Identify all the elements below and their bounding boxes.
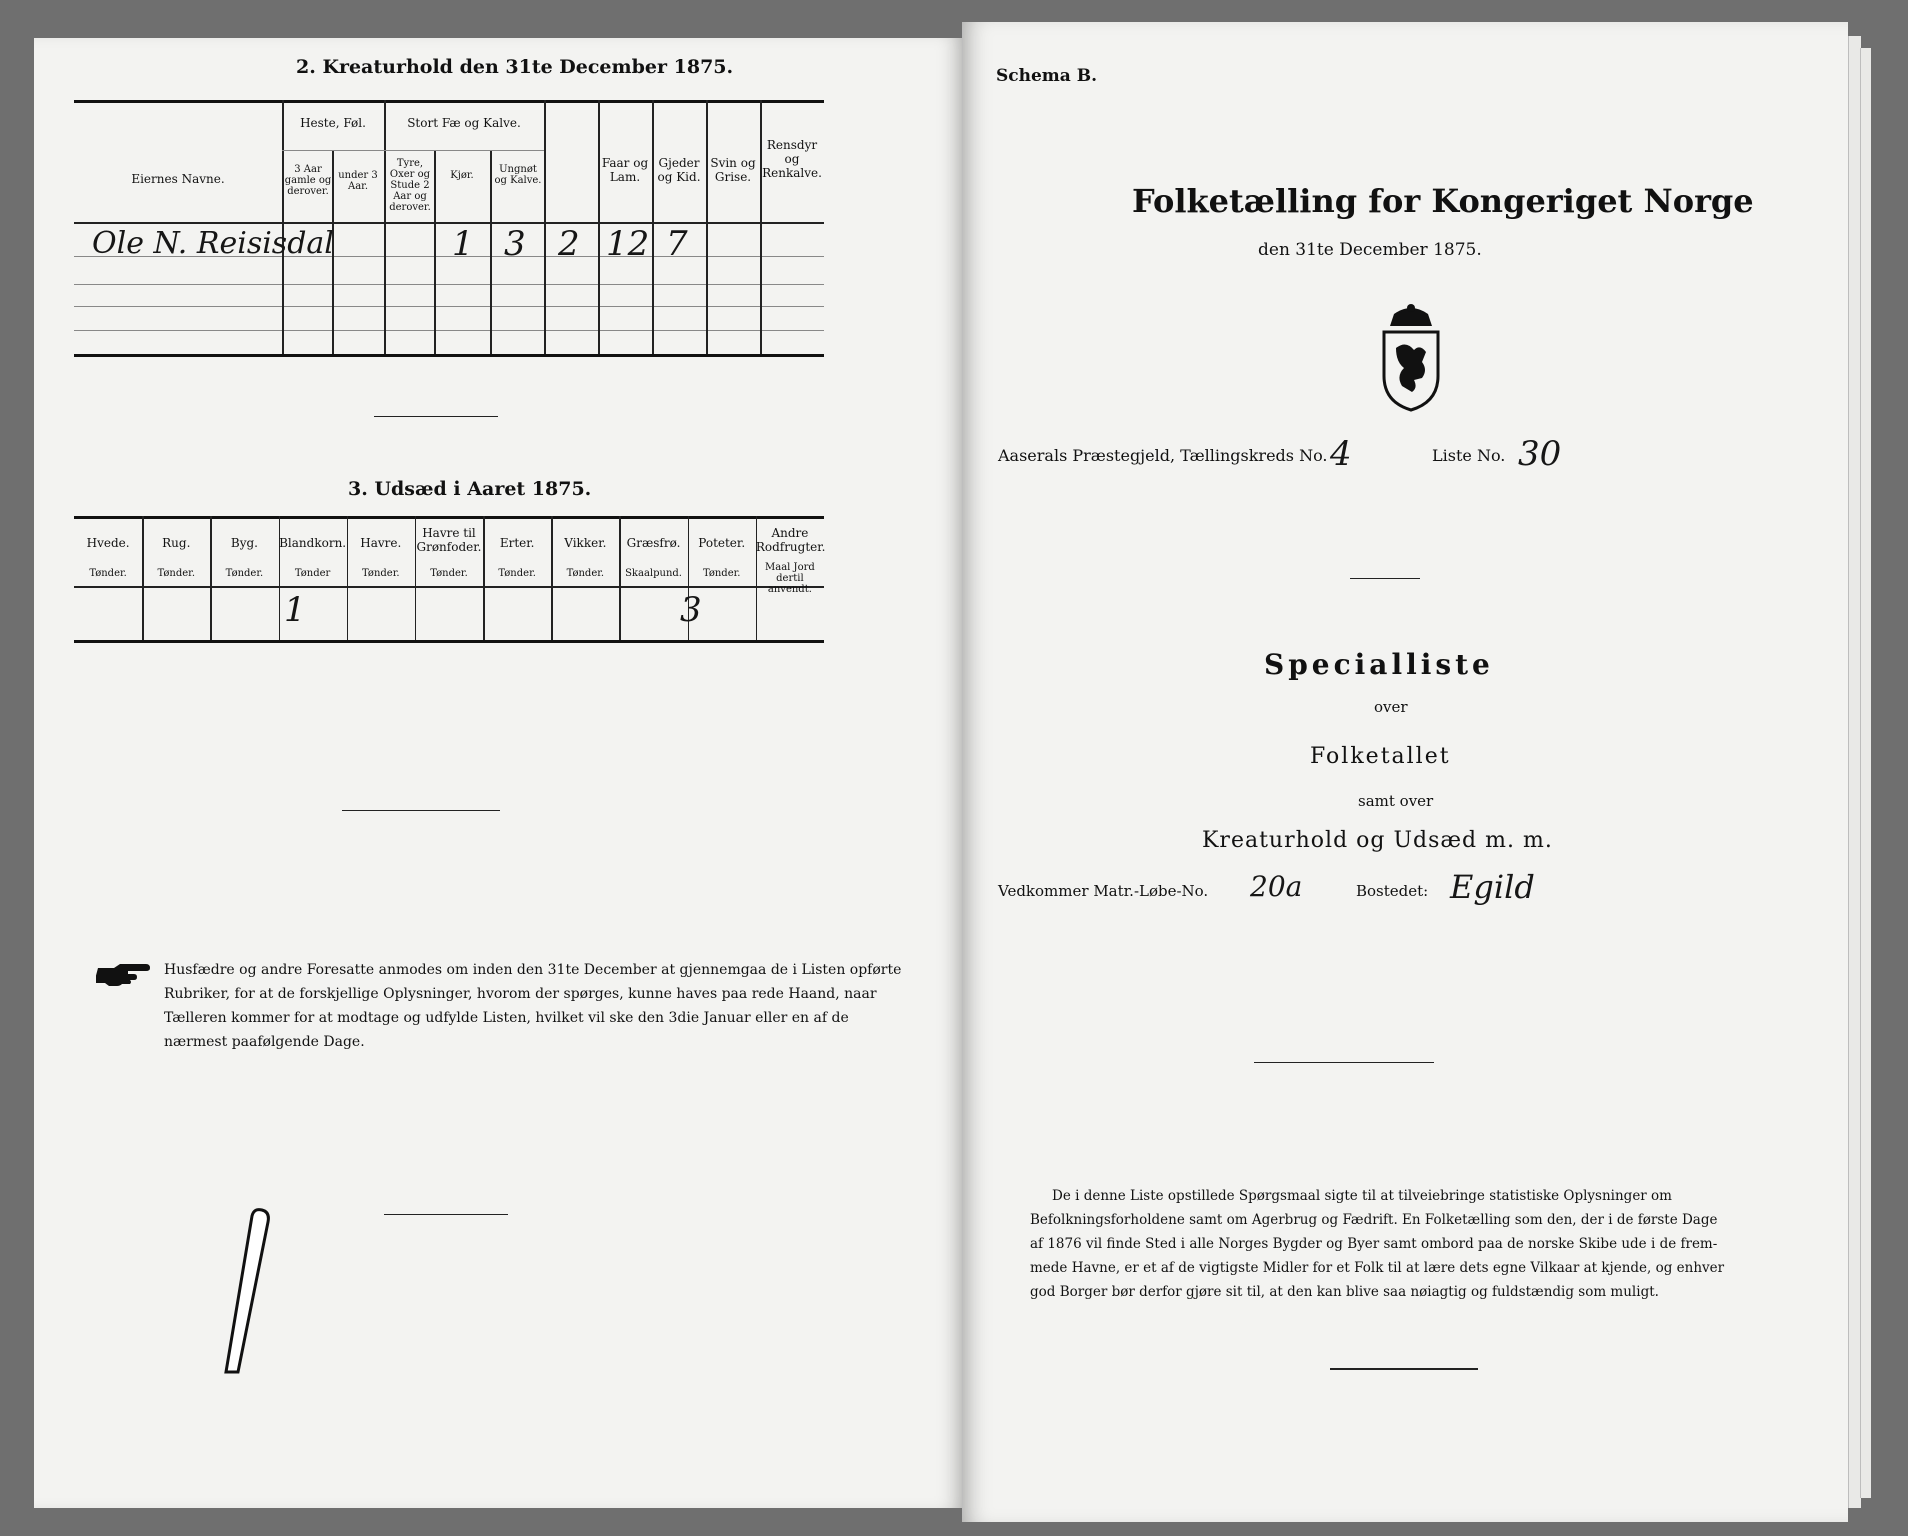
separator	[384, 1214, 508, 1215]
pen-icon	[214, 1206, 274, 1376]
separator	[1254, 1062, 1434, 1063]
samt-over-text: samt over	[1358, 792, 1434, 810]
schema-label: Schema B.	[996, 66, 1098, 86]
paragraph-line-2: Befolkningsforholdene samt om Agerbrug og Fædrift. En Folketælling som den, der i de første Dage	[1030, 1212, 1718, 1228]
section3-col-header: Hvede.	[86, 536, 130, 550]
document-title: Folketælling for Kongeriget Norge	[1132, 182, 1754, 220]
matr-label: Vedkommer Matr.-Løbe-No.	[998, 882, 1209, 900]
bostedet-value: Egild	[1450, 868, 1535, 906]
section3-col-header: Poteter.	[698, 536, 746, 550]
rule	[384, 150, 544, 151]
section3-col-unit: Skaalpund.	[625, 568, 682, 579]
section3-col-unit: Tønder.	[498, 568, 536, 579]
kreaturhold-heading: Kreaturhold og Udsæd m. m.	[1202, 828, 1553, 853]
rule	[74, 516, 824, 519]
paragraph-line-1: De i denne Liste opstillede Spørgsmaal sigte til at tilveiebringe statistiske Oplysninger om	[1052, 1188, 1672, 1204]
stortfae-sub3-header: Ungnøt og Kalve.	[494, 164, 542, 186]
poteter-cell: 3	[680, 590, 702, 630]
notice-line-2: Rubriker, for at de forskjellige Oplysninger, hvorom der spørges, kunne haves paa rede Haand, naar	[164, 986, 877, 1002]
rule	[74, 330, 824, 331]
section3-col-header: Havre.	[360, 536, 402, 550]
owner-col-header: Eiernes Navne.	[131, 172, 225, 186]
section3-col-header: Andre Rodfrugter.	[755, 526, 826, 554]
rule	[74, 354, 824, 357]
over-text: over	[1374, 698, 1408, 716]
gjeder-cell: 7	[666, 224, 688, 264]
stortfae-sub2-header: Kjør.	[450, 170, 474, 181]
liste-no: 30	[1518, 434, 1562, 474]
paragraph-line-5: god Borger bør derfor gjøre sit til, at den kan blive saa nøiagtig og fuldstændig som muligt.	[1030, 1284, 1659, 1300]
section3-col-header: Græsfrø.	[626, 536, 681, 550]
section3-col-unit: Tønder.	[89, 568, 127, 579]
faar-cell: 12	[606, 224, 650, 264]
section3-col-unit: Tønder.	[362, 568, 400, 579]
stortfae-sub1-header: Tyre, Oxer og Stude 2 Aar og derover.	[389, 158, 431, 213]
coat-of-arms-icon	[1376, 300, 1446, 412]
rule	[74, 284, 824, 285]
liste-label: Liste No.	[1432, 446, 1506, 465]
section3-col-unit: Tønder.	[566, 568, 605, 579]
heste-sub1-header: 3 Aar gamle og derover.	[284, 164, 332, 197]
section3-col-unit: Tønder.	[157, 568, 196, 579]
col-divider	[544, 100, 546, 354]
special-title: Specialliste	[1264, 648, 1494, 681]
section3-col-header: Rug.	[162, 536, 191, 550]
tyre-cell: 1	[452, 224, 474, 264]
section3-col-unit: Maal Jord dertil anvendt.	[765, 562, 815, 595]
rule	[74, 222, 824, 224]
page-edge	[1860, 48, 1871, 1498]
rule	[282, 150, 384, 151]
document-date: den 31te December 1875.	[1258, 240, 1482, 260]
section3-col-header: Vikker.	[564, 536, 607, 550]
paragraph-line-3: af 1876 vil finde Sted i alle Norges Bygder og Byer samt ombord paa de norske Skibe ude i de frem-	[1030, 1236, 1718, 1252]
rensdyr-header: Rensdyr og Renkalve.	[762, 138, 822, 180]
section3-col-unit: Tønder.	[702, 568, 741, 579]
separator	[342, 810, 500, 811]
faar-header: Faar og Lam.	[601, 156, 649, 184]
rule	[74, 640, 824, 643]
svin-header: Svin og Grise.	[710, 156, 756, 184]
left-page	[34, 38, 965, 1508]
col-divider	[598, 100, 600, 354]
bostedet-label: Bostedet:	[1356, 882, 1429, 900]
section3-col-header: Havre til Grønfoder.	[416, 526, 482, 554]
notice-line-1: Husfædre og andre Foresatte anmodes om inden den 31te December at gjennemgaa de i Listen opførte	[164, 962, 902, 978]
parish-no: 4	[1330, 434, 1352, 474]
rule	[74, 306, 824, 307]
section2-title: 2. Kreaturhold den 31te December 1875.	[296, 56, 734, 78]
col-divider	[706, 100, 708, 354]
gjeder-header: Gjeder og Kid.	[657, 156, 701, 184]
paragraph-line-4: mede Havne, er et af de vigtigste Midler for et Folk til at lære dets egne Vilkaar at kjende, og enhver	[1030, 1260, 1725, 1276]
matr-no: 20a	[1250, 870, 1303, 903]
rule	[74, 100, 824, 103]
pointing-hand-icon	[96, 960, 152, 988]
section3-col-unit: Tønder.	[430, 568, 468, 579]
section3-col-header: Blandkorn.	[279, 536, 347, 550]
stortfae-header: Stort Fæ og Kalve.	[407, 116, 521, 130]
section3-col-header: Erter.	[499, 536, 535, 550]
rule	[74, 586, 824, 588]
separator	[374, 416, 498, 417]
right-page	[962, 22, 1848, 1522]
section3-col-header: Byg.	[230, 536, 258, 550]
separator	[1330, 1368, 1478, 1370]
blandkorn-cell: 1	[284, 590, 306, 630]
folketallet-text: Folketallet	[1310, 744, 1451, 769]
separator	[1350, 578, 1420, 579]
heste-header: Heste, Føl.	[300, 116, 366, 130]
heste-sub2-header: under 3 Aar.	[338, 170, 378, 192]
kjor-cell: 3	[504, 224, 526, 264]
col-divider	[652, 100, 654, 354]
parish-label: Aaserals Præstegjeld, Tællingskreds No.	[998, 446, 1328, 465]
section3-title: 3. Udsæd i Aaret 1875.	[348, 478, 592, 500]
notice-line-4: nærmest paafølgende Dage.	[164, 1034, 365, 1050]
notice-line-3: Tælleren kommer for at modtage og udfylde Listen, hvilket vil ske den 3die Januar eller en af de	[164, 1010, 849, 1026]
col-divider	[384, 100, 386, 354]
ungnot-cell: 2	[558, 224, 580, 264]
owner-name-cell: Ole N. Reisisdal	[92, 226, 334, 261]
section3-col-unit: Tønder	[294, 568, 331, 579]
section3-col-unit: Tønder.	[225, 568, 264, 579]
